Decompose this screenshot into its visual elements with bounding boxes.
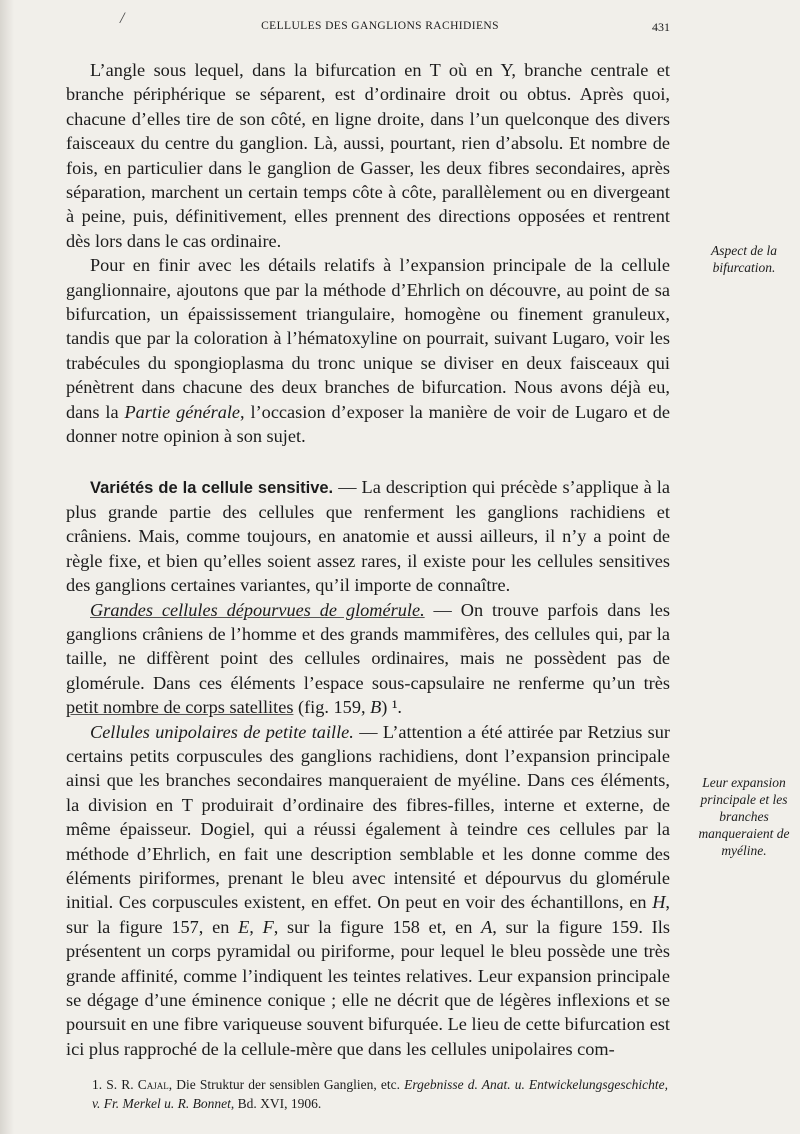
- footnote: 1. S. R. Cajal, Die Struktur der sensiblen Ganglien, etc. Ergebnisse d. Anat. u. Entwickelungsgeschichte, v. Fr. Merkel u. R. Bonnet, Bd. XVI, 1906.: [92, 1077, 669, 1111]
- section-heading: Variétés de la cellule sensitive.: [90, 478, 334, 497]
- subsection-title-grandes-cellules: Grandes cellules dépourvues de glomérule.: [90, 599, 425, 620]
- page-number: 431: [652, 20, 670, 34]
- paragraph-bifurcation-angle: L’angle sous lequel, dans la bifurcation en T où en Y, branche centrale et branche périphérique se séparent, est d’ordinaire droit ou obtus. Après quoi, chacune d’elles tire de son côté, en ligne droite, dans l’un quelconque des divers faisceaux du centre du ganglion. Là, aussi, pourtant, rien d’absolu. Et nombre de fois, en particulier dans le ganglion de Gasser, les deux fibres secondaires, après séparation, marchent un certain temps côte à côte, parallèlement ou en divergeant à peine, puis, définitivement, elles prennent des directions opposées et rentrent dès lors dans le cas ordinaire.: [66, 60, 670, 251]
- underlined-phrase: petit nombre de corps satellites: [66, 697, 294, 718]
- page-binding-shadow: [0, 0, 14, 1134]
- paragraph-cellules-unipolaires: Cellules unipolaires de petite taille. — L’attention a été attirée par Retzius sur certains petits corpuscules des ganglions rachidiens, dont l’expansion principale ainsi que les branches secondaires manqueraient de myéline. Dans ces éléments, la division en T produirait d’ordinaire des fibres-filles, interne et externe, de même épaisseur. Dogiel, qui a réussi également à teindre ces cellules par la méthode d’Ehrlich, en fait une description semblable et les donne comme des éléments piriformes, prenant le bleu avec intensité et dépourvus du glomérule initial. Ces corpuscules existent, en effet. On peut en voir des échantillons, en H, sur la figure 157, en E, F, sur la figure 158 et, en A, sur la figure 159. Ils présentent un corps pyramidal ou piriforme, pour lequel le bleu possède une très grande affinité, comme l’indiquent les teintes relatives. Leur expansion principale se dégage d’une éminence conique ; elle ne décrit que de légères inflexions et se poursuit en une fibre variqueuse souvent bifurquée. Le lieu de cette bifurcation est ici plus rapproché de la cellule-mère que dans les cellules unipolaires com-: [66, 721, 670, 1059]
- margin-note-bifurcation: Aspect de la bifurcation.: [711, 243, 777, 275]
- subsection-title-unipolaires: Cellules unipolaires de petite taille.: [90, 721, 354, 742]
- main-text: [66, 58, 670, 1061]
- paragraph-varietes: Variétés de la cellule sensitive. — La description qui précède s’applique à la plus grande partie des cellules que renferment les ganglions rachidiens et crâniens. Mais, comme toujours, en anatomie et aussi ailleurs, il n’y a point de règle fixe, et bien qu’elles soient assez rares, il existe pour les cellules sensitives des ganglions certaines variantes, qu’il importe de connaître.: [66, 476, 670, 596]
- section-gap: [66, 449, 670, 475]
- paragraph-expansion-details: Pour en finir avec les détails relatifs à l’expansion principale de la cellule ganglionnaire, ajoutons que par la méthode d’Ehrlich on découvre, au point de sa bifurcation, un épaississement triangulaire, homogène ou finement granuleux, tandis que par la coloration à l’hématoxyline on pourrait, suivant Lugaro, voir les trabécules du spongioplasma du tronc unique se diviser en deux faisceaux qui pénètrent dans chacune des deux branches de bifurcation. Nous avons déjà eu, dans la Partie générale, l’occasion d’exposer la manière de voir de Lugaro et de donner notre opinion à son sujet.: [66, 255, 670, 447]
- running-header: [90, 10, 670, 40]
- running-title: CELLULES DES GANGLIONS RACHIDIENS: [261, 20, 499, 32]
- paragraph-grandes-cellules: Grandes cellules dépourvues de glomérule. — On trouve parfois dans les ganglions crâniens de l’homme et des grands mammifères, des cellules qui, par la taille, ne diffèrent point des cellules ordinaires, mais ne possèdent pas de glomérule. Dans ces éléments l’espace sous-capsulaire ne renferme qu’un très petit nombre de corps satellites (fig. 159, B) ¹.: [66, 599, 670, 718]
- pencil-mark: /: [120, 10, 125, 27]
- footnote-journal: Ergebnisse d. Anat. u. Entwickelungsgeschichte, v. Fr. Merkel u. R. Bonnet: [92, 1077, 669, 1111]
- italic-partie-generale: Partie générale: [124, 401, 241, 422]
- margin-note-myeline: Leur expansion principale et les branches manqueraient de myéline.: [698, 775, 790, 858]
